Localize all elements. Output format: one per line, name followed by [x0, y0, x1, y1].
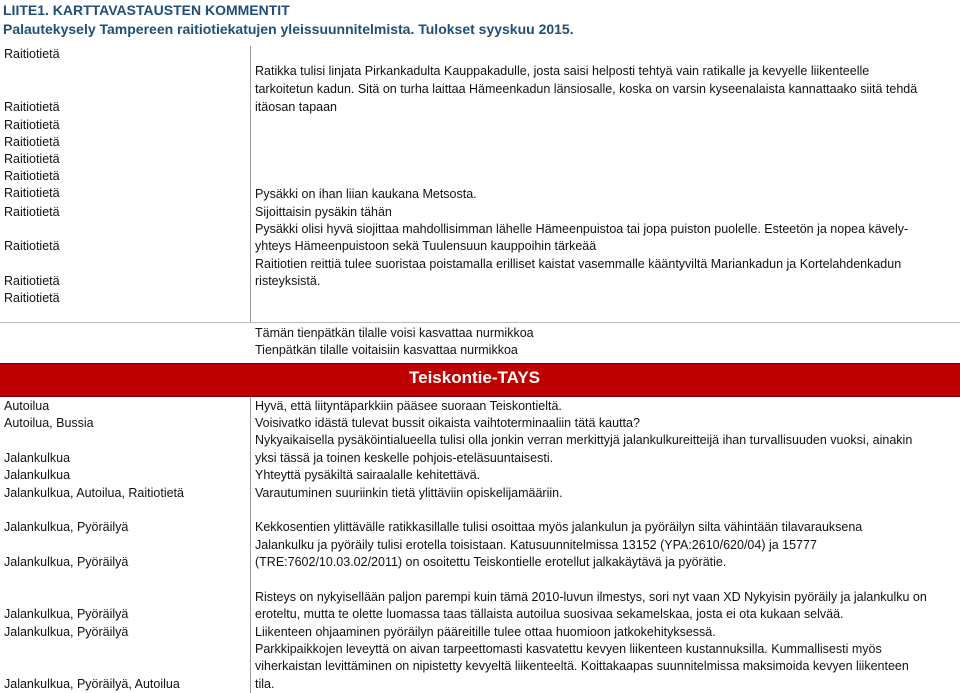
comment-line: viherkaistan levittäminen on nipistetty kevyeltä liikenteeltä. Koittakaapas suunnitelmissa maksimoida kevyen liikenteen	[255, 659, 909, 673]
category-cell: Raitiotietä	[4, 118, 60, 132]
category-cell: Raitiotietä	[4, 135, 60, 149]
category-cell: Raitiotietä	[4, 205, 60, 219]
comment-line: Nykyaikaisella pysäköintialueella tulisi olla jonkin verran merkittyjä jalankulkureitteijä ihan turvallisuuden vuoksi, ainakin	[255, 433, 913, 447]
comment-line: Voisivatko idästä tulevat bussit oikaista vaihtoterminaaliin tätä kautta?	[255, 416, 640, 430]
category-cell: Autoilua	[4, 399, 50, 413]
comment-line: yksi tässä ja toinen keskelle pohjois-eteläsuuntaisesti.	[255, 451, 554, 465]
comment-line: eroteltu, mutta te olette luomassa taas tällaista autoilua suosivaa sekamelskaa, josta ei ota kukaan selvää.	[255, 607, 844, 621]
category-cell: Jalankulkua	[4, 468, 71, 482]
category-cell: Raitiotietä	[4, 291, 60, 305]
comment-line: tila.	[255, 677, 275, 691]
comment-line: Tämän tienpätkän tilalle voisi kasvattaa nurmikkoa	[255, 326, 534, 340]
category-cell: Jalankulkua, Pyöräilyä	[4, 625, 129, 639]
comment-line: risteyksistä.	[255, 274, 321, 288]
comment-line: tarkoitetun kadun. Sitä on turha laittaa Hämeenkadun länsiosalle, koska on varsin kyseenalaista kannattaako siitä tehdä	[255, 82, 918, 96]
comment-line: Liikenteen ohjaaminen pyöräilyn pääreitille tulee ottaa huomioon jatkokehityksessä.	[255, 625, 716, 639]
row-divider	[0, 322, 960, 323]
category-cell: Raitiotietä	[4, 169, 60, 183]
category-cell: Autoilua, Bussia	[4, 416, 94, 430]
category-cell: Raitiotietä	[4, 152, 60, 166]
section-title: Teiskontie-TAYS	[409, 368, 540, 387]
category-cell: Jalankulkua	[4, 451, 71, 465]
comment-line: Kekkosentien ylittävälle ratikkasillalle tulisi osoittaa myös jalankulun ja pyöräilyn silta vähintään tilavarauksena	[255, 520, 863, 534]
comment-line: Varautuminen suuriinkin tietä ylittäviin opiskelijamääriin.	[255, 486, 563, 500]
category-cell: Raitiotietä	[4, 274, 60, 288]
category-cell: Jalankulkua, Pyöräilyä	[4, 607, 129, 621]
comment-line: Risteys on nykyisellään paljon parempi kuin tämä 2010-luvun ilmestys, sori nyt vaan XD Nykyisin pyöräily ja jalankulku on	[255, 590, 927, 604]
comment-line: Jalankulku ja pyöräily tulisi erotella toisistaan. Katusuunnitelmissa 13152 (YPA:2610/620/04) ja 15777	[255, 538, 817, 552]
category-cell: Jalankulkua, Autoilua, Raitiotietä	[4, 486, 184, 500]
comment-line: Tienpätkän tilalle voitaisiin kasvattaa nurmikkoa	[255, 343, 518, 357]
column-divider-upper	[250, 46, 251, 322]
comment-line: Hyvä, että liityntäparkkiin pääsee suoraan Teiskontieltä.	[255, 399, 562, 413]
comment-line: itäosan tapaan	[255, 100, 338, 114]
comment-line: Pysäkki on ihan liian kaukana Metsosta.	[255, 187, 477, 201]
document-subtitle: Palautekysely Tampereen raitiotiekatujen yleissuunnitelmista. Tulokset syyskuu 2015.	[3, 21, 574, 37]
comment-line: yhteys Hämeenpuistoon sekä Tuulensuun kauppoihin tärkeää	[255, 239, 597, 253]
comment-line: Ratikka tulisi linjata Pirkankadulta Kauppakadulle, josta saisi helposti tehtyä vain ratikalle ja kevyelle liikenteelle	[255, 64, 870, 78]
category-cell: Raitiotietä	[4, 239, 60, 253]
comment-line: Yhteyttä pysäkiltä sairaalalle kehitettävä.	[255, 468, 481, 482]
comment-line: (TRE:7602/10.03.02/2011) on osoitettu Teiskontielle erotellut jalkakäytävä ja pyörätie.	[255, 555, 727, 569]
category-cell: Jalankulkua, Pyöräilyä	[4, 520, 129, 534]
comment-line: Sijoittaisin pysäkin tähän	[255, 205, 392, 219]
comment-line: Parkkipaikkojen leveyttä on aivan tarpeettomasti kasvatettu kevyen liikenteen kustannuksilla. Kummallisesti myös	[255, 642, 882, 656]
category-cell: Raitiotietä	[4, 186, 60, 200]
comment-line: Pysäkki olisi hyvä siojittaa mahdollisimman lähelle Hämeenpuistoa tai jopa puiston puolelle. Esteetön ja nopea kävely-	[255, 222, 909, 236]
comment-line: Raitiotien reittiä tulee suoristaa poistamalla erilliset kaistat vasemmalle kääntyviltä Mariankadun ja Kortelahdenkadun	[255, 257, 902, 271]
column-divider-lower	[250, 396, 251, 693]
category-cell: Raitiotietä	[4, 47, 60, 61]
category-cell: Jalankulkua, Pyöräilyä, Autoilua	[4, 677, 180, 691]
category-cell: Jalankulkua, Pyöräilyä	[4, 555, 129, 569]
category-cell: Raitiotietä	[4, 100, 60, 114]
document-title: LIITE1. KARTTAVASTAUSTEN KOMMENTIT	[3, 2, 290, 18]
